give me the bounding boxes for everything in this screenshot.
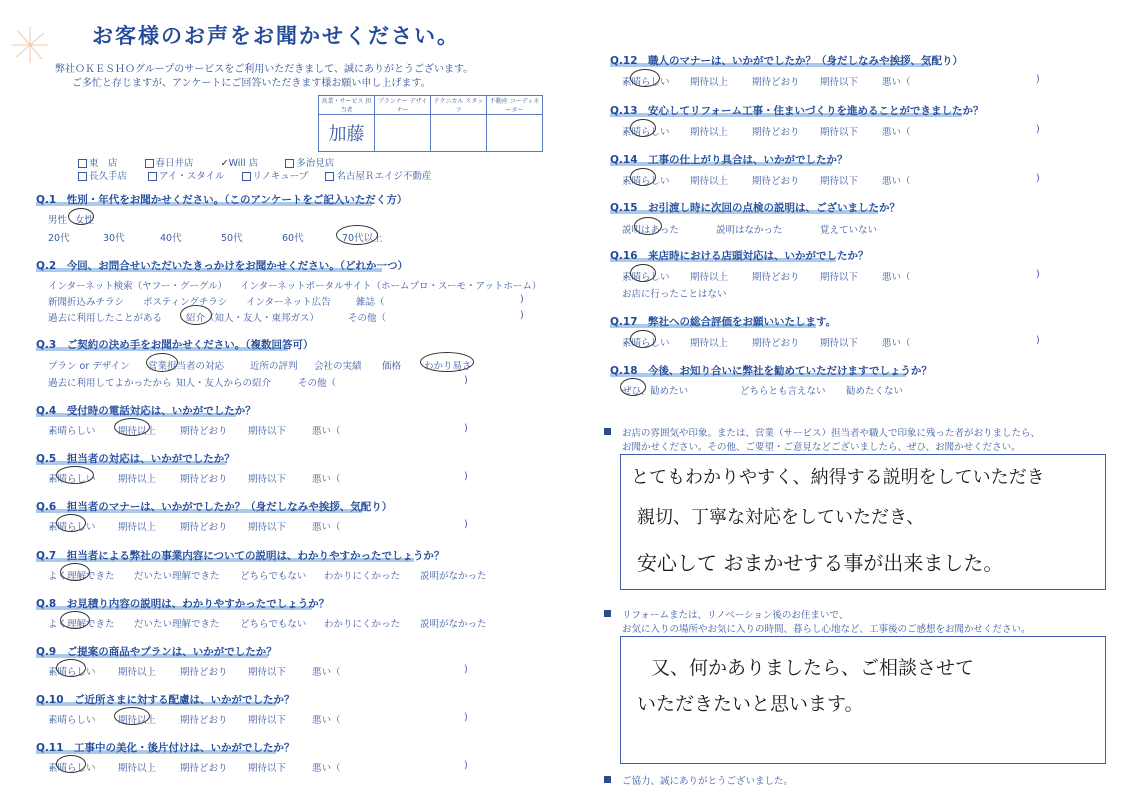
staff-header: 不動産 コーディネーター — [487, 96, 543, 115]
rating-excellent[interactable]: 素晴らしい — [622, 338, 670, 349]
staff-header: テクニカル スタッフ — [431, 96, 487, 115]
q3-option[interactable]: 知人・友人からの紹介 — [176, 378, 272, 389]
q1-age-70s[interactable]: 70代以上 — [342, 233, 383, 244]
rating-below[interactable]: 期待以下 — [248, 426, 287, 437]
rating-bad[interactable]: 悪い（ — [882, 127, 911, 138]
rating-excellent[interactable]: 素晴らしい — [622, 127, 670, 138]
q2-option[interactable]: 新聞折込みチラシ — [48, 297, 125, 308]
question-18: Q.18 今後、お知り合いに弊社を勧めていただけますでしょうか？ — [610, 365, 932, 377]
q3-option[interactable]: 営業担当者の対応 — [148, 361, 225, 372]
rating-above[interactable]: 期待以上 — [118, 474, 157, 485]
question-12: Q.12 職人のマナーは、いかがでしたか？（身だしなみや挨拶、気配り） — [610, 55, 964, 67]
rating-as-expected[interactable]: 期待どおり — [180, 522, 228, 533]
q1-age-20s[interactable]: 20代 — [48, 233, 70, 244]
rating-excellent[interactable]: 素晴らしい — [48, 667, 96, 678]
rating-above[interactable]: 期待以上 — [118, 763, 157, 774]
understanding-option[interactable]: 説明がなかった — [420, 619, 487, 630]
comment1-prompt-1: お店の雰囲気や印象。または、営業（サービス）担当者や職人で印象に残った者がおりましたら、 — [622, 428, 1041, 439]
rating-bad[interactable]: 悪い（ — [882, 272, 911, 283]
rating-below[interactable]: 期待以下 — [820, 338, 859, 349]
store-checkbox[interactable] — [325, 172, 334, 181]
question-7: Q.7 担当者による弊社の事業内容についての説明は、わかりやすかったでしょうか？ — [36, 550, 445, 562]
rating-as-expected[interactable]: 期待どおり — [752, 77, 800, 88]
rating-excellent[interactable]: 素晴らしい — [48, 474, 96, 485]
rating-paren: ) — [1036, 269, 1040, 280]
staff-header: プランナー デザイナー — [375, 96, 431, 115]
rating-below[interactable]: 期待以下 — [248, 715, 287, 726]
store-checkbox[interactable] — [285, 159, 294, 168]
rating-paren: ) — [1036, 335, 1040, 346]
rating-bad[interactable]: 悪い（ — [312, 474, 341, 485]
rating-as-expected[interactable]: 期待どおり — [180, 667, 228, 678]
understanding-option[interactable]: どちらでもない — [240, 619, 307, 630]
q2-option[interactable]: インターネットポータルサイト（ホームプロ・スーモ・アットホーム） — [240, 281, 542, 292]
understanding-option[interactable]: だいたい理解できた — [134, 571, 220, 582]
closing-message: ご協力、誠にありがとうございました。 — [622, 776, 794, 787]
question-15: Q.15 お引渡し時に次回の点検の説明は、ございましたか？ — [610, 202, 901, 214]
comment1-line-1: とてもわかりやすく、納得する説明をしていただき — [631, 467, 1045, 488]
rating-above[interactable]: 期待以上 — [690, 77, 729, 88]
question-8: Q.8 お見積り内容の説明は、わかりやすかったでしょうか？ — [36, 598, 330, 610]
question-5: Q.5 担当者の対応は、いかがでしたか？ — [36, 453, 235, 465]
rating-as-expected[interactable]: 期待どおり — [180, 426, 228, 437]
staff-table — [318, 95, 543, 152]
q1-gender-female[interactable]: 女性 — [75, 215, 95, 226]
rating-paren: ) — [464, 760, 468, 771]
question-10: Q.10 ご近所さまに対する配慮は、いかがでしたか？ — [36, 694, 295, 706]
question-4: Q.4 受付時の電話対応は、いかがでしたか？ — [36, 405, 256, 417]
staff-planner-name[interactable] — [375, 115, 431, 152]
rating-bad[interactable]: 悪い（ — [882, 176, 911, 187]
rating-above[interactable]: 期待以上 — [118, 426, 157, 437]
comment2-prompt-2: お気に入りの場所やお気に入りの時間、暮らし心地など、工事後のご感想をお聞かせください。 — [622, 624, 1031, 635]
rating-below[interactable]: 期待以下 — [248, 667, 287, 678]
rating-excellent[interactable]: 素晴らしい — [48, 522, 96, 533]
rating-below[interactable]: 期待以下 — [248, 474, 287, 485]
understanding-option[interactable]: よく理解できた — [48, 619, 115, 630]
rating-paren: ) — [1036, 124, 1040, 135]
rating-as-expected[interactable]: 期待どおり — [180, 474, 228, 485]
q2-option[interactable]: 雑誌（ — [356, 297, 385, 308]
comment1-line-3: 安心して おまかせする事が出来ました。 — [637, 551, 1004, 575]
page-title: お客様のお声をお聞かせください。 — [92, 24, 460, 48]
comment2-line-1: 又、何かありましたら、ご相談させて — [651, 657, 975, 679]
q3-option[interactable]: 過去に利用してよかったから — [48, 378, 172, 389]
q2-option[interactable]: インターネット広告 — [246, 297, 331, 308]
store-row-2: 長久手店 アイ・スタイル リノキューブ 名古屋Ｒエイジ不動産 — [78, 168, 431, 182]
q3-option[interactable]: 近所の評判 — [250, 361, 298, 372]
never-visited-option[interactable]: お店に行ったことはない — [622, 289, 727, 300]
q2-paren: ) — [520, 310, 524, 321]
rating-above[interactable]: 期待以上 — [690, 338, 729, 349]
rating-bad[interactable]: 悪い（ — [312, 426, 341, 437]
comment1-prompt-2: お聞かせください。その他、ご要望・ご意見などございましたら、ぜひ、お聞かせください。 — [622, 442, 1021, 453]
store-checkbox[interactable] — [148, 172, 157, 181]
store-checkbox[interactable] — [145, 159, 154, 168]
rating-below[interactable]: 期待以下 — [820, 272, 859, 283]
recommend-option[interactable]: どちらとも言えない — [740, 386, 826, 397]
rating-as-expected[interactable]: 期待どおり — [180, 715, 228, 726]
q2-option[interactable]: その他（ — [348, 313, 387, 324]
understanding-option[interactable]: だいたい理解できた — [134, 619, 220, 630]
rating-paren: ) — [464, 664, 468, 675]
rating-excellent[interactable]: 素晴らしい — [622, 176, 670, 187]
rating-excellent[interactable]: 素晴らしい — [622, 272, 670, 283]
question-6: Q.6 担当者のマナーは、いかがでしたか？（身だしなみや挨拶、気配り） — [36, 501, 393, 513]
q2-option[interactable]: ポスティングチラシ — [143, 297, 228, 308]
q1-age-40s[interactable]: 40代 — [160, 233, 182, 244]
rating-excellent[interactable]: 素晴らしい — [48, 763, 96, 774]
rating-above[interactable]: 期待以上 — [118, 522, 157, 533]
rating-bad[interactable]: 悪い（ — [882, 338, 911, 349]
store-checkbox[interactable] — [78, 159, 87, 168]
staff-realestate-name[interactable] — [487, 115, 543, 152]
q3-option[interactable]: プラン or デザイン — [48, 361, 130, 372]
rating-excellent[interactable]: 素晴らしい — [622, 77, 670, 88]
q1-age-30s[interactable]: 30代 — [103, 233, 125, 244]
intro-line-1: 弊社ＯＫＥＳＨＯグループのサービスをご利用いただきまして、誠にありがとうございます。 — [55, 64, 474, 75]
rating-above[interactable]: 期待以上 — [690, 272, 729, 283]
rating-paren: ) — [464, 423, 468, 434]
question-14: Q.14 工事の仕上がり具合は、いかがでしたか？ — [610, 154, 848, 166]
store-checkbox[interactable] — [78, 172, 87, 181]
rating-as-expected[interactable]: 期待どおり — [752, 272, 800, 283]
comment1-line-2: 親切、丁寧な対応をしていただき、 — [637, 507, 925, 528]
staff-header: 営業・サービス 担当者 — [319, 96, 375, 115]
rating-above[interactable]: 期待以上 — [690, 176, 729, 187]
rating-below[interactable]: 期待以下 — [820, 176, 859, 187]
recommend-option[interactable]: ぜひ、勧めたい — [622, 386, 689, 397]
rating-above[interactable]: 期待以上 — [690, 127, 729, 138]
question-11: Q.11 工事中の美化・後片付けは、いかがでしたか？ — [36, 742, 295, 754]
comment2-box[interactable] — [620, 636, 1106, 764]
q3-option[interactable]: その他（ — [298, 378, 337, 389]
recommend-option[interactable]: 勧めたくない — [846, 386, 904, 397]
q3-option[interactable]: 価格 — [382, 361, 402, 372]
understanding-option[interactable]: 説明がなかった — [420, 571, 487, 582]
sunburst-stamp-icon — [10, 25, 50, 65]
rating-bad[interactable]: 悪い（ — [312, 763, 341, 774]
staff-sales-name[interactable]: 加藤 — [319, 115, 375, 152]
rating-as-expected[interactable]: 期待どおり — [752, 176, 800, 187]
q2-paren: ) — [520, 294, 524, 305]
question-16: Q.16 来店時における店頭対応は、いかがでしたか？ — [610, 250, 869, 262]
rating-below[interactable]: 期待以下 — [248, 763, 287, 774]
comment1-box[interactable] — [620, 454, 1106, 590]
q1-age-60s[interactable]: 60代 — [282, 233, 304, 244]
question-1: Q.1 性別・年代をお聞かせください。（このアンケートをご記入いただく方） — [36, 194, 408, 206]
understanding-option[interactable]: わかりにくかった — [324, 571, 401, 582]
question-13: Q.13 安心してリフォーム工事・住まいづくりを進めることができましたか？ — [610, 105, 984, 117]
store-checkbox[interactable] — [242, 172, 251, 181]
intro-line-2: ご多忙と存じますが、アンケートにご回答いただきます様お願い申し上げます。 — [72, 78, 431, 89]
rating-excellent[interactable]: 素晴らしい — [48, 426, 96, 437]
q2-option[interactable]: 過去に利用したことがある — [48, 313, 163, 324]
rating-paren: ) — [464, 519, 468, 530]
question-2: Q.2 今回、お問合せいただいたきっかけをお聞かせください。（どれか一つ） — [36, 260, 408, 272]
q1-gender-male[interactable]: 男性 — [48, 215, 68, 226]
explanation-option[interactable]: 覚えていない — [820, 225, 878, 236]
q3-paren: ) — [464, 375, 468, 386]
rating-as-expected[interactable]: 期待どおり — [752, 338, 800, 349]
rating-below[interactable]: 期待以下 — [820, 127, 859, 138]
rating-below[interactable]: 期待以下 — [248, 522, 287, 533]
question-9: Q.9 ご提案の商品やプランは、いかがでしたか？ — [36, 646, 277, 658]
rating-above[interactable]: 期待以上 — [118, 667, 157, 678]
q2-option[interactable]: インターネット検索（ヤフー・グーグル） — [48, 281, 228, 292]
q1-age-50s[interactable]: 50代 — [221, 233, 243, 244]
store-row-1: 東 店 春日井店 ✓Will 店 多治見店 — [78, 155, 334, 169]
rating-as-expected[interactable]: 期待どおり — [180, 763, 228, 774]
understanding-option[interactable]: わかりにくかった — [324, 619, 401, 630]
rating-bad[interactable]: 悪い（ — [312, 522, 341, 533]
explanation-option[interactable]: 説明はあった — [622, 225, 679, 236]
rating-bad[interactable]: 悪い（ — [882, 77, 911, 88]
rating-below[interactable]: 期待以下 — [820, 77, 859, 88]
rating-paren: ) — [1036, 74, 1040, 85]
q3-option[interactable]: わかり易さ — [424, 361, 472, 372]
rating-bad[interactable]: 悪い（ — [312, 667, 341, 678]
comment2-prompt-1: リフォームまたは、リノベーション後のお住まいで、 — [622, 610, 849, 621]
rating-excellent[interactable]: 素晴らしい — [48, 715, 96, 726]
rating-bad[interactable]: 悪い（ — [312, 715, 341, 726]
question-17: Q.17 弊社への総合評価をお願いいたします。 — [610, 316, 837, 328]
rating-as-expected[interactable]: 期待どおり — [752, 127, 800, 138]
question-3: Q.3 ご契約の決め手をお聞かせください。（複数回答可） — [36, 339, 314, 351]
q3-option[interactable]: 会社の実績 — [314, 361, 362, 372]
q2-option[interactable]: 紹介（知人・友人・東邦ガス） — [186, 313, 320, 324]
explanation-option[interactable]: 説明はなかった — [716, 225, 783, 236]
rating-paren: ) — [464, 471, 468, 482]
understanding-option[interactable]: よく理解できた — [48, 571, 115, 582]
understanding-option[interactable]: どちらでもない — [240, 571, 307, 582]
comment2-line-2: いただきたいと思います。 — [637, 693, 864, 715]
rating-paren: ) — [464, 712, 468, 723]
rating-paren: ) — [1036, 173, 1040, 184]
staff-technical-name[interactable] — [431, 115, 487, 152]
rating-above[interactable]: 期待以上 — [118, 715, 157, 726]
